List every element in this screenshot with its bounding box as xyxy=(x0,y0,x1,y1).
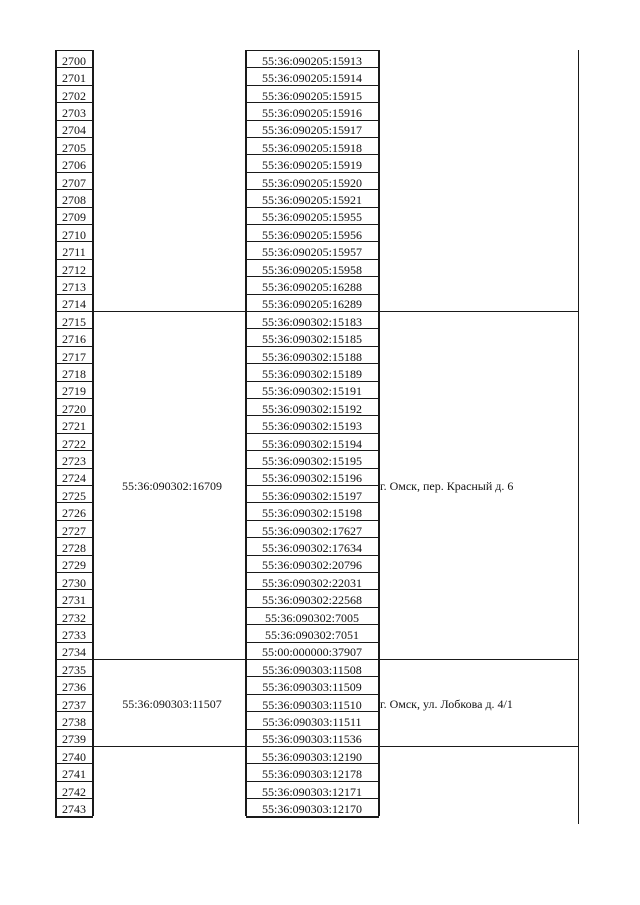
row-number: 2727 xyxy=(62,523,86,538)
row-line xyxy=(246,294,379,295)
row-line xyxy=(55,589,93,590)
row-line xyxy=(246,259,379,260)
column-border xyxy=(578,50,579,824)
cadastral-number: 55:36:090303:11536 xyxy=(262,732,362,747)
row-line xyxy=(246,363,379,364)
row-line xyxy=(55,746,93,747)
row-line xyxy=(55,624,93,625)
row-line xyxy=(246,154,379,155)
row-number: 2741 xyxy=(62,767,86,782)
cadastral-number: 55:36:090302:15197 xyxy=(261,488,362,503)
row-number: 2737 xyxy=(62,697,86,712)
row-number: 2711 xyxy=(62,245,86,260)
cadastral-number: 55:36:090205:15921 xyxy=(261,192,362,207)
cadastral-number: 55:36:090302:15192 xyxy=(261,401,362,416)
row-line xyxy=(55,676,93,677)
row-line xyxy=(55,468,93,469)
cadastral-number: 55:36:090205:15955 xyxy=(261,210,362,225)
row-number: 2733 xyxy=(62,627,86,642)
row-number: 2743 xyxy=(62,801,86,816)
row-line xyxy=(246,485,379,486)
cadastral-number: 55:36:090302:15196 xyxy=(261,471,362,486)
row-line xyxy=(55,67,93,68)
row-line xyxy=(246,763,379,764)
cadastral-number: 55:36:090302:22568 xyxy=(261,593,362,608)
row-line xyxy=(55,502,93,503)
group-cadastral-number: 55:36:090302:16709 xyxy=(121,479,222,493)
cadastral-number: 55:36:090205:15957 xyxy=(261,245,362,260)
row-number: 2708 xyxy=(62,192,86,207)
group-separator xyxy=(378,659,578,660)
cadastral-number: 55:36:090302:15185 xyxy=(261,332,362,347)
row-number: 2729 xyxy=(62,558,86,573)
row-line xyxy=(55,294,93,295)
row-line xyxy=(246,555,379,556)
row-line xyxy=(55,137,93,138)
row-line xyxy=(246,537,379,538)
row-line xyxy=(55,555,93,556)
row-line xyxy=(55,607,93,608)
row-line xyxy=(55,798,93,799)
row-line xyxy=(246,450,379,451)
cadastral-number: 55:36:090303:11509 xyxy=(262,680,362,695)
row-line xyxy=(55,381,93,382)
column-border xyxy=(245,50,247,816)
group-separator xyxy=(92,311,246,312)
row-line xyxy=(246,746,379,747)
row-number: 2716 xyxy=(62,332,86,347)
row-number: 2721 xyxy=(62,419,86,434)
row-line xyxy=(55,729,93,730)
row-line xyxy=(55,85,93,86)
row-number: 2728 xyxy=(62,540,86,555)
row-line xyxy=(55,346,93,347)
cadastral-number: 55:36:090205:15956 xyxy=(261,227,362,242)
row-number: 2707 xyxy=(62,175,86,190)
row-number: 2704 xyxy=(62,123,86,138)
row-line xyxy=(246,520,379,521)
cadastral-number: 55:36:090205:15919 xyxy=(261,158,362,173)
row-line xyxy=(55,659,93,660)
row-line xyxy=(246,781,379,782)
row-line xyxy=(55,572,93,573)
row-line xyxy=(55,328,93,329)
cadastral-number: 55:36:090302:15198 xyxy=(261,506,362,521)
row-line xyxy=(246,120,379,121)
row-line xyxy=(55,485,93,486)
row-line xyxy=(55,781,93,782)
cadastral-number: 55:36:090302:15188 xyxy=(261,349,362,364)
row-line xyxy=(246,381,379,382)
group-separator xyxy=(378,311,578,312)
row-line xyxy=(246,241,379,242)
cadastral-number: 55:36:090205:15958 xyxy=(261,262,362,277)
row-line xyxy=(55,207,93,208)
cadastral-number: 55:36:090303:12171 xyxy=(261,784,362,799)
row-line xyxy=(246,729,379,730)
row-line xyxy=(246,607,379,608)
row-line xyxy=(55,816,93,818)
cadastral-number: 55:36:090302:15194 xyxy=(261,436,362,451)
row-number: 2738 xyxy=(62,714,86,729)
row-line xyxy=(246,659,379,660)
group-separator xyxy=(92,746,246,747)
cadastral-number: 55:36:090302:17627 xyxy=(261,523,362,538)
cadastral-number: 55:36:090205:15917 xyxy=(261,123,362,138)
row-number: 2719 xyxy=(62,384,86,399)
row-line xyxy=(55,172,93,173)
row-line xyxy=(246,224,379,225)
cadastral-number: 55:36:090302:15193 xyxy=(261,419,362,434)
row-line xyxy=(246,398,379,399)
cadastral-number: 55:36:090302:17634 xyxy=(261,540,362,555)
cadastral-number: 55:36:090205:16288 xyxy=(261,279,362,294)
cadastral-number: 55:00:000000:37907 xyxy=(261,645,362,660)
row-line xyxy=(55,711,93,712)
row-line xyxy=(246,172,379,173)
cadastral-number: 55:36:090303:11508 xyxy=(262,662,362,677)
row-line xyxy=(55,520,93,521)
cadastral-number: 55:36:090205:15918 xyxy=(261,140,362,155)
row-number: 2725 xyxy=(62,488,86,503)
row-number: 2730 xyxy=(62,575,86,590)
row-line xyxy=(55,102,93,103)
row-line xyxy=(55,415,93,416)
row-line xyxy=(246,433,379,434)
row-line xyxy=(246,624,379,625)
row-line xyxy=(55,433,93,434)
row-number: 2715 xyxy=(62,314,86,329)
row-number: 2726 xyxy=(62,506,86,521)
row-number: 2724 xyxy=(62,471,86,486)
cadastral-number: 55:36:090303:12178 xyxy=(261,767,362,782)
group-separator xyxy=(92,659,246,660)
row-line xyxy=(55,450,93,451)
row-number: 2709 xyxy=(62,210,86,225)
cadastral-number: 55:36:090303:11511 xyxy=(262,714,362,729)
group-address: г. Омск, ул. Лобкова д. 4/1 xyxy=(380,696,513,711)
cadastral-number: 55:36:090302:15183 xyxy=(261,314,362,329)
row-line xyxy=(246,207,379,208)
row-line xyxy=(246,694,379,695)
column-border xyxy=(92,50,94,816)
row-number: 2702 xyxy=(62,88,86,103)
cadastral-number: 55:36:090205:15916 xyxy=(261,105,362,120)
cadastral-number: 55:36:090205:15913 xyxy=(261,53,362,68)
row-line xyxy=(246,415,379,416)
row-line xyxy=(55,537,93,538)
row-line xyxy=(246,276,379,277)
row-line xyxy=(246,572,379,573)
cadastral-number: 55:36:090303:11510 xyxy=(262,697,362,712)
row-line xyxy=(246,798,379,799)
row-number: 2740 xyxy=(62,749,86,764)
row-line xyxy=(55,276,93,277)
row-number: 2700 xyxy=(62,53,86,68)
row-line xyxy=(55,50,93,51)
row-number: 2703 xyxy=(62,105,86,120)
row-number: 2739 xyxy=(62,732,86,747)
cadastral-number: 55:36:090302:15191 xyxy=(261,384,362,399)
cadastral-number: 55:36:090303:12190 xyxy=(261,749,362,764)
row-line xyxy=(246,137,379,138)
row-number: 2722 xyxy=(62,436,86,451)
row-line xyxy=(246,816,379,818)
row-number: 2712 xyxy=(62,262,86,277)
row-line xyxy=(55,398,93,399)
cadastral-number: 55:36:090302:20796 xyxy=(261,558,362,573)
column-border xyxy=(55,50,57,816)
row-line xyxy=(55,154,93,155)
row-line xyxy=(246,189,379,190)
row-number: 2720 xyxy=(62,401,86,416)
cadastral-number: 55:36:090302:15189 xyxy=(261,366,362,381)
row-number: 2706 xyxy=(62,158,86,173)
row-line xyxy=(55,311,93,312)
cadastral-number: 55:36:090205:15915 xyxy=(261,88,362,103)
row-line xyxy=(246,502,379,503)
group-separator xyxy=(378,746,578,747)
row-line xyxy=(246,328,379,329)
cadastral-number: 55:36:090302:15195 xyxy=(261,453,362,468)
row-number: 2701 xyxy=(62,71,86,86)
row-number: 2705 xyxy=(62,140,86,155)
row-line xyxy=(55,259,93,260)
row-number: 2717 xyxy=(62,349,86,364)
row-line xyxy=(246,346,379,347)
row-line xyxy=(55,120,93,121)
cadastral-number: 55:36:090302:7051 xyxy=(264,627,359,642)
row-number: 2710 xyxy=(62,227,86,242)
row-number: 2734 xyxy=(62,645,86,660)
row-number: 2735 xyxy=(62,662,86,677)
row-line xyxy=(246,468,379,469)
row-number: 2732 xyxy=(62,610,86,625)
cadastral-number: 55:36:090205:15920 xyxy=(261,175,362,190)
row-number: 2713 xyxy=(62,279,86,294)
row-line xyxy=(246,711,379,712)
row-number: 2736 xyxy=(62,680,86,695)
row-line xyxy=(55,363,93,364)
row-number: 2714 xyxy=(62,297,86,312)
group-address: г. Омск, пер. Красный д. 6 xyxy=(380,479,514,493)
row-line xyxy=(246,589,379,590)
row-number: 2723 xyxy=(62,453,86,468)
row-line xyxy=(55,763,93,764)
row-number: 2731 xyxy=(62,593,86,608)
row-number: 2718 xyxy=(62,366,86,381)
row-line xyxy=(246,642,379,643)
row-line xyxy=(246,67,379,68)
row-number: 2742 xyxy=(62,784,86,799)
row-line xyxy=(246,102,379,103)
row-line xyxy=(55,189,93,190)
cadastral-number: 55:36:090303:12170 xyxy=(261,801,362,816)
row-line xyxy=(246,311,379,312)
row-line xyxy=(246,676,379,677)
cadastral-number: 55:36:090302:22031 xyxy=(261,575,362,590)
cadastral-number: 55:36:090205:15914 xyxy=(261,71,362,86)
group-cadastral-number: 55:36:090303:11507 xyxy=(122,696,222,711)
row-line xyxy=(246,85,379,86)
cadastral-number: 55:36:090205:16289 xyxy=(261,297,362,312)
cadastral-number: 55:36:090302:7005 xyxy=(264,610,359,625)
row-line xyxy=(55,694,93,695)
row-line xyxy=(55,241,93,242)
row-line xyxy=(55,224,93,225)
row-line xyxy=(246,50,379,51)
row-line xyxy=(55,642,93,643)
